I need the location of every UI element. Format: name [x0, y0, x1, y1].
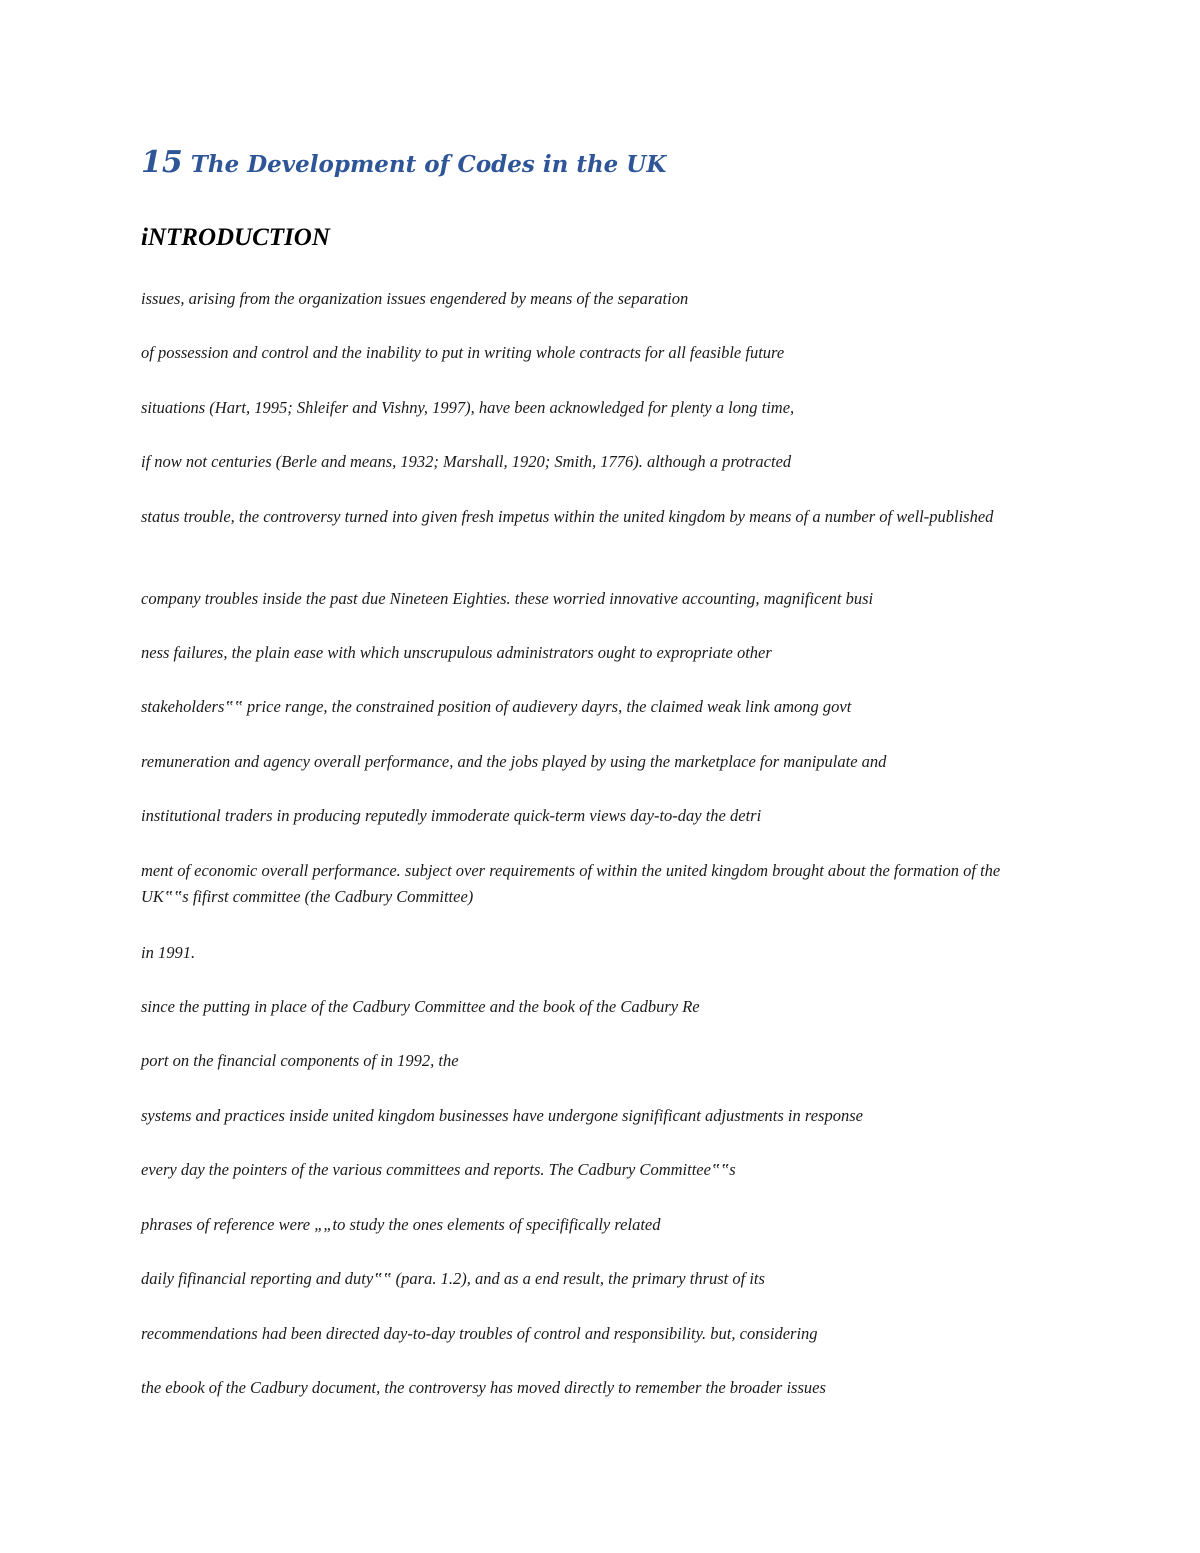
paragraph: remuneration and agency overall performance, and the jobs played by using the marketplace for manipulate and	[141, 752, 887, 771]
paragraph: every day the pointers of the various committees and reports. The Cadbury Committee‟‟s	[141, 1160, 736, 1179]
paragraph: since the putting in place of the Cadbury Committee and the book of the Cadbury Re	[141, 997, 700, 1016]
paragraph: institutional traders in producing reputedly immoderate quick-term views day-to-day the detri	[141, 806, 762, 825]
paragraph: stakeholders‟‟ price range, the constrained position of audievery dayrs, the claimed weak link among govt	[141, 697, 852, 716]
paragraph: phrases of reference were „„to study the ones elements of specififically related	[141, 1215, 661, 1234]
chapter-title: The Development of Codes in the UK	[190, 151, 667, 178]
paragraph: situations (Hart, 1995; Shleifer and Vishny, 1997), have been acknowledged for plenty a long time,	[141, 398, 795, 417]
paragraph: ment of economic overall performance. subject over requirements of within the united kingdom brought about the formation of the UK‟‟s fifirst committee (the Cadbury Committee)	[141, 861, 1001, 906]
paragraph: issues, arising from the organization issues engendered by means of the separation	[141, 289, 689, 308]
chapter-heading	[141, 145, 667, 180]
paragraph: status trouble, the controversy turned into given fresh impetus within the united kingdom by means of a number of well-published	[141, 507, 994, 526]
paragraph: in 1991.	[141, 943, 196, 962]
paragraph: of possession and control and the inability to put in writing whole contracts for all feasible future	[141, 343, 785, 362]
paragraph: ness failures, the plain ease with which unscrupulous administrators ought to expropriate other	[141, 643, 772, 662]
paragraph: port on the financial components of in 1992, the	[141, 1051, 459, 1070]
chapter-number: 15	[141, 145, 183, 180]
paragraph: recommendations had been directed day-to-day troubles of control and responsibility. but, considering	[141, 1324, 818, 1343]
paragraph: company troubles inside the past due Nineteen Eighties. these worried innovative accounting, magnificent busi	[141, 589, 874, 608]
paragraph: systems and practices inside united kingdom businesses have undergone signifificant adjustments in response	[141, 1106, 863, 1125]
paragraph: daily fifinancial reporting and duty‟‟ (para. 1.2), and as a end result, the primary thrust of its	[141, 1269, 765, 1288]
paragraph: if now not centuries (Berle and means, 1932; Marshall, 1920; Smith, 1776). although a protracted	[141, 452, 792, 471]
section-heading: iNTRODUCTION	[141, 224, 330, 251]
paragraph: the ebook of the Cadbury document, the controversy has moved directly to remember the broader issues	[141, 1378, 826, 1397]
